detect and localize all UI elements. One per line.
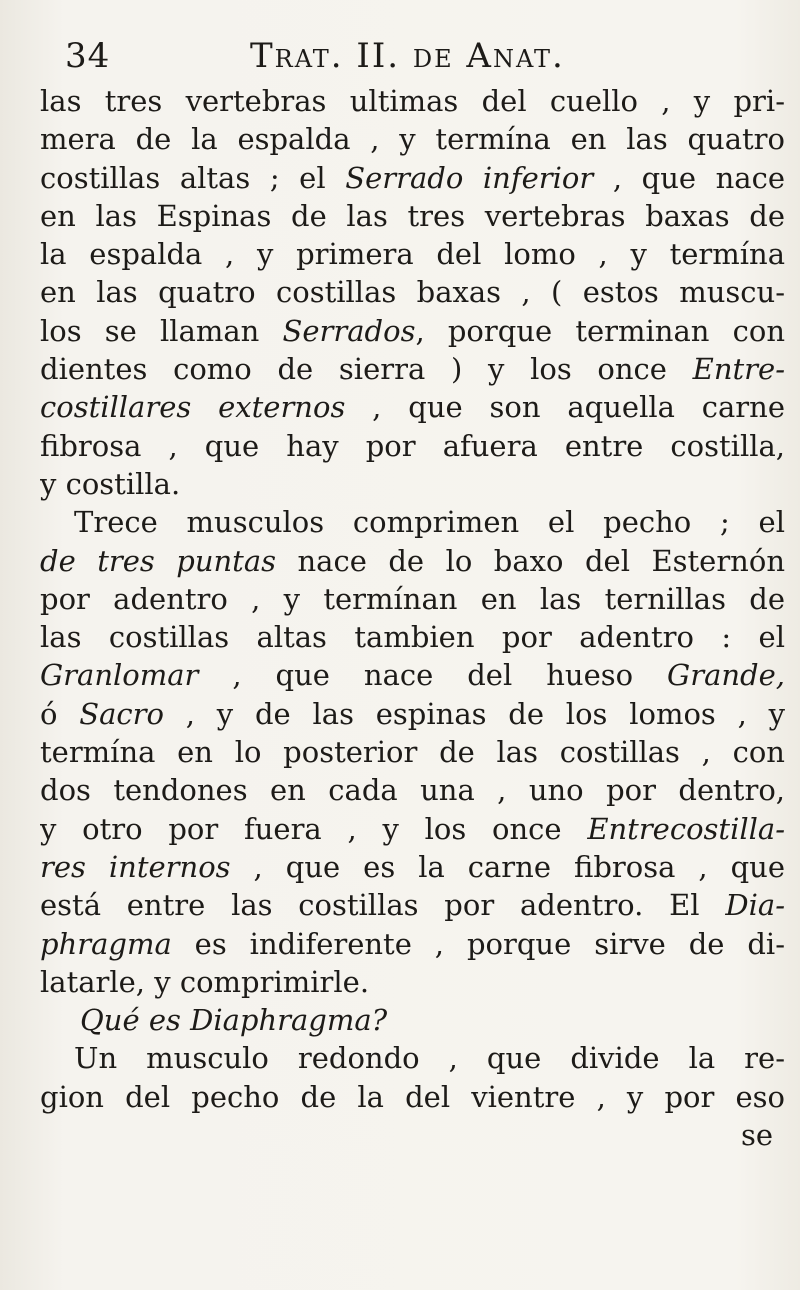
italic-text: Entre- xyxy=(692,352,785,387)
text-line xyxy=(40,963,785,1001)
text-segment: la espalda , y primera del lomo , y termína xyxy=(40,237,785,272)
text-line xyxy=(40,542,785,580)
text-segment: las costillas altas tambien por adentro : el xyxy=(40,620,785,655)
italic-text: costillares externos xyxy=(40,390,346,425)
text-segment: Trece musculos comprimen el pecho ; el xyxy=(74,505,785,540)
text-segment: los se llaman xyxy=(40,313,283,348)
text-line xyxy=(40,695,785,733)
text-segment: mera de la espalda , y termína en las quatro xyxy=(40,122,785,157)
text-segment: nace de lo baxo del Esternón xyxy=(276,543,785,578)
text-segment: está entre las costillas por adentro. El xyxy=(40,888,726,923)
text-line xyxy=(40,120,785,158)
italic-text: Qué es Diaphragma? xyxy=(80,1003,388,1038)
text-line xyxy=(40,350,785,388)
text-segment: las tres vertebras ultimas del cuello , y pri- xyxy=(40,84,785,118)
italic-text: phragma xyxy=(40,926,172,961)
text-line xyxy=(40,886,785,924)
text-line xyxy=(40,733,785,771)
text-segment: es indiferente , porque sirve de di- xyxy=(171,926,785,961)
text-line xyxy=(40,197,785,235)
text-line xyxy=(40,159,785,197)
text-segment: , que son aquella carne xyxy=(345,390,785,425)
text-line xyxy=(40,810,785,848)
text-line xyxy=(40,312,785,350)
text-segment: se xyxy=(740,1118,773,1153)
text-segment: costillas altas ; el xyxy=(40,160,346,195)
italic-text: Entrecostilla- xyxy=(587,811,785,846)
text-segment: dos tendones en cada una , uno por dentro, xyxy=(40,773,785,808)
body-text xyxy=(40,82,785,1154)
text-segment: , que nace del hueso xyxy=(198,658,668,693)
text-segment: , que es la carne fibrosa , que xyxy=(230,849,785,884)
text-segment: latarle, y comprimirle. xyxy=(40,964,370,999)
text-segment: termína en lo posterior de las costillas , con xyxy=(40,735,785,770)
text-segment: en las quatro costillas baxas , ( estos muscu- xyxy=(40,275,785,310)
text-line xyxy=(40,1078,785,1116)
text-line xyxy=(40,235,785,273)
text-segment: en las Espinas de las tres vertebras baxas de xyxy=(40,198,785,233)
text-segment: ó xyxy=(40,696,80,731)
text-line xyxy=(40,82,785,120)
text-segment: y costilla. xyxy=(40,466,181,501)
text-segment: fibrosa , que hay por afuera entre costilla, xyxy=(40,428,785,463)
text-line xyxy=(40,1039,785,1077)
italic-text: Grande, xyxy=(667,658,785,693)
italic-text: Dia- xyxy=(725,888,785,923)
text-segment: Un musculo redondo , que divide la re- xyxy=(74,1041,785,1076)
italic-text: Serrados xyxy=(282,313,416,348)
text-line xyxy=(40,618,785,656)
catchword xyxy=(40,1116,785,1154)
page-number: 34 xyxy=(65,36,111,76)
text-segment: , que nace xyxy=(593,160,785,195)
text-segment: , porque terminan con xyxy=(415,313,785,348)
text-line xyxy=(40,848,785,886)
text-line xyxy=(40,656,785,694)
text-line xyxy=(40,925,785,963)
text-line xyxy=(40,580,785,618)
text-line xyxy=(40,1001,785,1039)
text-line xyxy=(40,388,785,426)
page-header xyxy=(0,32,800,80)
italic-text: de tres puntas xyxy=(40,543,277,578)
text-segment: gion del pecho de la del vientre , y por eso xyxy=(40,1079,785,1114)
text-segment: por adentro , y termínan en las ternillas de xyxy=(40,581,785,616)
italic-text: res internos xyxy=(40,849,231,884)
text-line xyxy=(40,503,785,541)
text-segment: dientes como de sierra ) y los once xyxy=(40,352,693,387)
text-line xyxy=(40,465,785,503)
italic-text: Sacro xyxy=(79,696,164,731)
italic-text: Granlomar xyxy=(40,658,199,693)
text-line xyxy=(40,273,785,311)
text-line xyxy=(40,771,785,809)
text-line xyxy=(40,427,785,465)
text-segment: y otro por fuera , y los once xyxy=(40,811,588,846)
italic-text: Serrado inferior xyxy=(345,160,594,195)
text-segment: , y de las espinas de los lomos , y xyxy=(164,696,785,731)
running-head: Trat. II. de Anat. xyxy=(250,36,565,76)
